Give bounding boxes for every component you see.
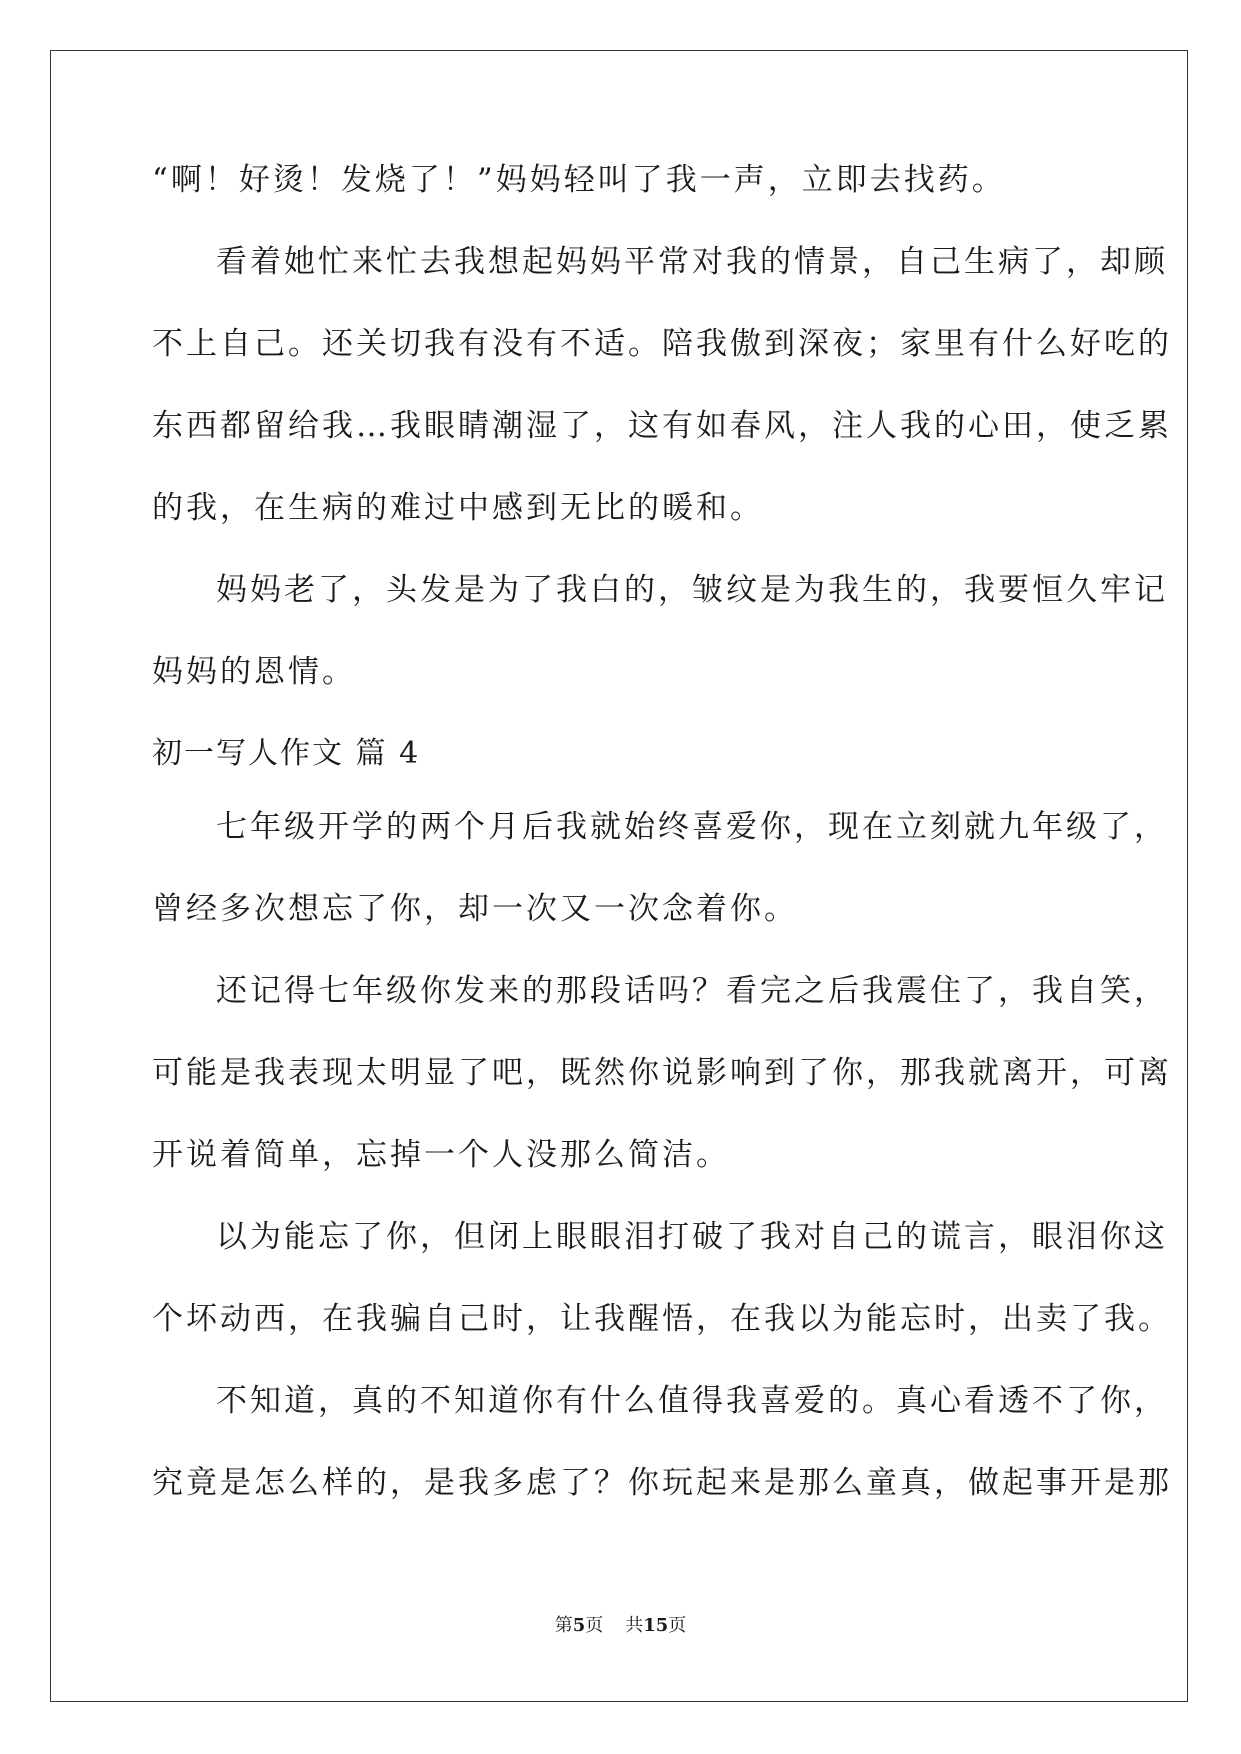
text-line: “啊！好烫！发烧了！”妈妈轻叫了我一声，立即去找药。 [152,162,1006,198]
paragraph-start-line: 妈妈老了，头发是为了我白的，皱纹是为我生的，我要恒久牢记 [216,572,1168,608]
paragraph-start-line: 不知道，真的不知道你有什么值得我喜爱的。真心看透不了你， [216,1383,1168,1419]
text-line: 可能是我表现太明显了吧，既然你说影响到了你，那我就离开，可离 [152,1055,1172,1091]
paragraph-start-line: 以为能忘了你，但闭上眼眼泪打破了我对自己的谎言，眼泪你这 [216,1219,1168,1255]
footer-total-pages: 15 [643,1615,669,1636]
footer-page-suffix: 页 [585,1615,604,1636]
page-footer [0,1614,1241,1638]
document-body [152,160,1172,1545]
text-line: 曾经多次想忘了你，却一次又一次念着你。 [152,891,798,927]
text-line: 开说着简单，忘掉一个人没那么简洁。 [152,1137,730,1173]
text-line: 究竟是怎么样的，是我多虑了？你玩起来是那么童真，做起事开是那 [152,1465,1172,1501]
paragraph-start-line: 还记得七年级你发来的那段话吗？看完之后我震住了，我自笑， [216,973,1168,1009]
text-line: 妈妈的恩情。 [152,654,356,690]
text-line: 不上自己。还关切我有没有不适。陪我傲到深夜；家里有什么好吃的 [152,326,1172,362]
text-line: 的我，在生病的难过中感到无比的暖和。 [152,490,764,526]
footer-total-prefix: 共 [625,1615,644,1636]
footer-page-prefix: 第 [554,1615,573,1636]
section-heading: 初一写人作文 篇 4 [152,736,421,771]
footer-page-number: 5 [572,1615,586,1636]
text-line: 东西都留给我…我眼睛潮湿了，这有如春风，注人我的心田，使乏累 [152,408,1172,444]
paragraph-start-line: 看着她忙来忙去我想起妈妈平常对我的情景，自己生病了，却顾 [216,244,1168,280]
paragraph-start-line: 七年级开学的两个月后我就始终喜爱你，现在立刻就九年级了， [216,809,1168,845]
footer-total-suffix: 页 [668,1615,687,1636]
text-line: 个坏动西，在我骗自己时，让我醒悟，在我以为能忘时，出卖了我。 [152,1301,1172,1337]
